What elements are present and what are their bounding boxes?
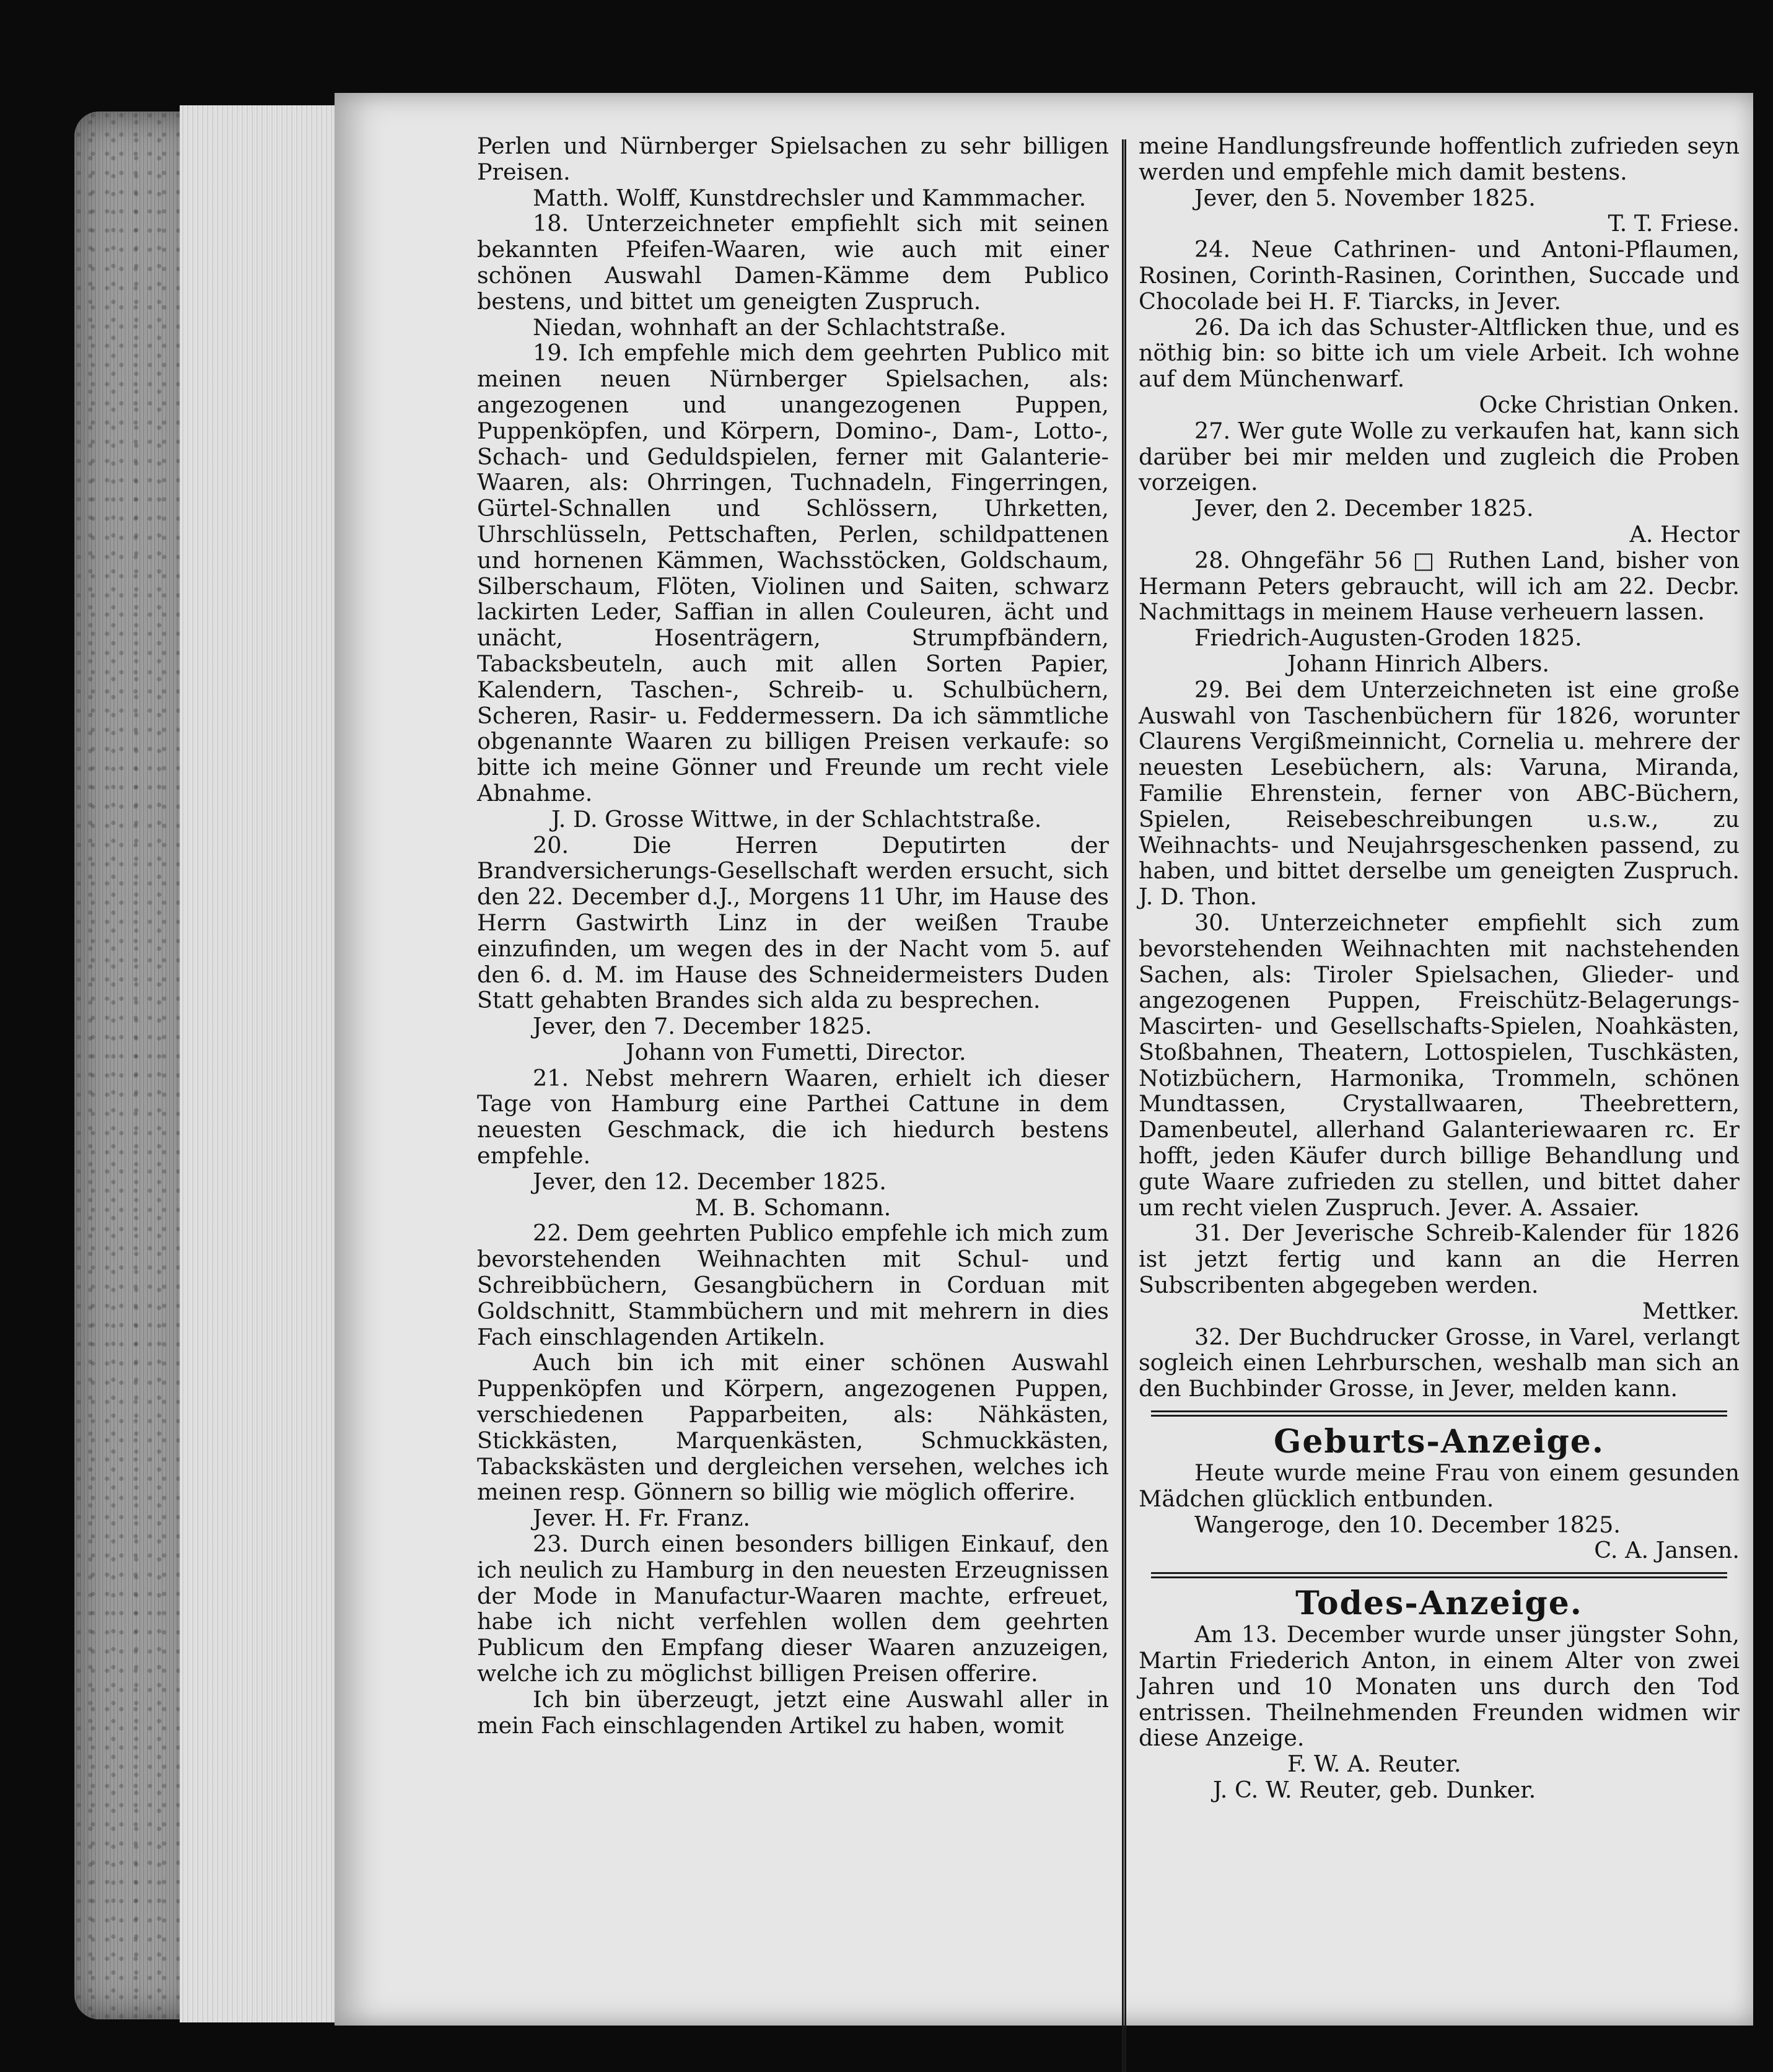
left-para-15: 23. Durch einen besonders billigen Einkauf, den ich neulich zu Hamburg in den neuesten Erzeugnissen der Mode in Manufactur-Waaren machte, erfreuet, habe ich nicht verfehlen wollen dem geehrten Publicum den Empfang dieser Waaren anzuzeigen, welche ich zu möglichst billigen Preisen offerire.	[477, 1531, 1109, 1687]
birth-notice-place-date: Wangeroge, den 10. December 1825.	[1194, 1511, 1621, 1538]
right-para-11: Johann Hinrich Albers.	[1287, 650, 1549, 677]
left-para-13: Auch bin ich mit einer schönen Auswahl Puppenköpfen und Körpern, angezogenen Puppen, verschiedenen Papparbeiten, als: Nähkästen, Stickkästen, Marquenkästen, Schmuckkästen, Tabackskästen und dergleichen versehen, welches ich meinen resp. Gönnern so billig wie möglich offerire.	[477, 1349, 1109, 1506]
left-para-12: 22. Dem geehrten Publico empfehle ich mich zum bevorstehenden Weihnachten mit Schul- und Schreibbüchern, Gesangbüchern in Corduan mit Goldschnitt, Stammbüchern und mit mehrern in dies Fach einschlagenden Artikeln.	[477, 1220, 1109, 1350]
left-para-14: Jever. H. Fr. Franz.	[533, 1505, 750, 1532]
left-para-5: J. D. Grosse Wittwe, in der Schlachtstraße.	[551, 805, 1042, 833]
left-para-10: Jever, den 12. December 1825.	[533, 1168, 886, 1195]
left-para-2: 18. Unterzeichneter empfiehlt sich mit seinen bekannten Pfeifen-Waaren, wie auch mit einer schönen Auswahl Damen-Kämme dem Publico bestens, und bittet um geneigten Zuspruch.	[477, 210, 1109, 315]
right-para-12: 29. Bei dem Unterzeichneten ist eine große Auswahl von Taschenbüchern für 1826, worunter Claurens Vergißmeinnicht, Cornelia u. mehrere der neuesten Lesebüchern, als: Varuna, Miranda, Familie Ehrenstein, ferner von ABC-Büchern, Spielen, Reisebeschreibungen u.s.w., zu Weihnachts- und Neujahrsgeschenken passend, zu haben, und bittet derselbe um geneigten Zuspruch. J. D. Thon.	[1139, 676, 1740, 911]
right-column	[1139, 133, 1740, 1803]
right-para-2: T. T. Friese.	[1608, 210, 1740, 237]
death-notice-signature-1: F. W. A. Reuter.	[1287, 1751, 1461, 1778]
birth-notice-heading: Geburts-Anzeige.	[1274, 1423, 1604, 1461]
right-para-6: 27. Wer gute Wolle zu verkaufen hat, kann sich darüber bei mir melden und zugleich die Proben vorzeigen.	[1139, 417, 1740, 496]
column-divider	[1122, 139, 1126, 2072]
left-para-9: 21. Nebst mehrern Waaren, erhielt ich dieser Tage von Hamburg eine Parthei Cattune in dem neuesten Geschmack, die ich hiedurch bestens empfehle.	[477, 1064, 1109, 1169]
left-para-7: Jever, den 7. December 1825.	[533, 1013, 872, 1040]
right-para-16: 32. Der Buchdrucker Grosse, in Varel, verlangt sogleich einen Lehrburschen, weshalb man sich an den Buchbinder Grosse, in Jever, melden kann.	[1139, 1323, 1740, 1402]
right-para-13: 30. Unterzeichneter empfiehlt sich zum bevorstehenden Weihnachten mit nachstehenden Sachen, als: Tiroler Spielsachen, Glieder- und angezogenen Puppen, Freischütz-Belagerungs-Mascirten- und Gesellschafts-Spielen, Noahkästen, Stoßbahnen, Theatern, Lottospielen, Tuschkästen, Notizbüchern, Harmonika, Trommeln, schönen Mundtassen, Crystallwaaren, Theebrettern, Damenbeutel, allerhand Galanteriewaaren rc. Er hofft, jeden Käufer durch billige Behandlung und gute Waare zufrieden zu stellen, und bittet daher um recht vielen Zuspruch. Jever. A. Assaier.	[1139, 909, 1740, 1221]
right-para-9: 28. Ohngefähr 56 □ Ruthen Land, bisher von Hermann Peters gebraucht, will ich am 22. Decbr. Nachmittags in meinem Hause verheuern lassen.	[1139, 546, 1740, 626]
left-para-16: Ich bin überzeugt, jetzt eine Auswahl aller in mein Fach einschlagenden Artikel zu haben, womit	[477, 1685, 1109, 1739]
left-para-0: Perlen und Nürnberger Spielsachen zu sehr billigen Preisen.	[477, 133, 1109, 185]
left-para-1: Matth. Wolff, Kunstdrechsler und Kammmacher.	[533, 184, 1087, 211]
death-notice-heading: Todes-Anzeige.	[1295, 1585, 1583, 1623]
right-para-15: Mettker.	[1642, 1297, 1740, 1324]
right-para-10: Friedrich-Augusten-Groden 1825.	[1194, 624, 1582, 652]
section-rule	[1151, 1410, 1727, 1417]
left-para-11: M. B. Schomann.	[694, 1194, 891, 1221]
left-para-4: 19. Ich empfehle mich dem geehrten Publico mit meinen neuen Nürnberger Spielsachen, als: angezogenen und unangezogenen Puppen, Puppenköpfen, und Körpern, Domino-, Dam-, Lotto-, Schach- und Geduldspielen, ferner mit Galanterie-Waaren, als: Ohrringen, Tuchnadeln, Fingerringen, Gürtel-Schnallen und Schlössern, Uhrketten, Uhrschlüsseln, Pettschaften, Perlen, schildpattenen und hornenen Kämmen, Wachsstöcken, Goldschaum, Silberschaum, Flöten, Violinen und Saiten, schwarz lackirten Leder, Saffian in allen Couleuren, ächt und unächt, Hosenträgern, Strumpfbändern, Tabacksbeuteln, auch mit allen Sorten Papier, Kalendern, Taschen-, Schreib- u. Schulbüchern, Scheren, Rasir- u. Feddermessern. Da ich sämmtliche obgenannte Waaren zu billigen Preisen verkaufe: so bitte ich meine Gönner und Freunde um recht viele Abnahme.	[477, 339, 1109, 807]
left-para-6: 20. Die Herren Deputirten der Brandversicherungs-Gesellschaft werden ersucht, sich den 22. December d.J., Morgens 11 Uhr, im Hause des Herrn Gastwirth Linz in der weißen Traube einzufinden, um wegen des in der Nacht vom 5. auf den 6. d. M. im Hause des Schneidermeisters Duden Statt gehabten Brandes sich alda zu besprechen.	[477, 831, 1109, 1014]
left-para-3: Niedan, wohnhaft an der Schlachtstraße.	[533, 313, 1007, 341]
right-para-7: Jever, den 2. December 1825.	[1194, 495, 1534, 522]
left-column	[477, 133, 1109, 1738]
death-notice-signature-2: J. C. W. Reuter, geb. Dunker.	[1213, 1777, 1536, 1804]
right-para-3: 24. Neue Cathrinen- und Antoni-Pflaumen, Rosinen, Corinth-Rasinen, Corinthen, Succade und Chocolade bei H. F. Tiarcks, in Jever.	[1139, 236, 1740, 315]
section-rule	[1151, 1572, 1727, 1578]
right-para-1: Jever, den 5. November 1825.	[1194, 184, 1536, 211]
right-para-5: Ocke Christian Onken.	[1479, 391, 1740, 418]
right-para-8: A. Hector	[1629, 520, 1740, 548]
birth-notice-body: Heute wurde meine Frau von einem gesunden Mädchen glücklich entbunden.	[1139, 1459, 1740, 1512]
left-para-8: Johann von Fumetti, Director.	[626, 1038, 966, 1065]
birth-notice-signature: C. A. Jansen.	[1594, 1537, 1740, 1564]
right-para-0: meine Handlungsfreunde hoffentlich zufrieden seyn werden und empfehle mich damit bestens.	[1139, 133, 1740, 185]
book-page-stack	[180, 105, 341, 2022]
right-para-14: 31. Der Jeverische Schreib-Kalender für 1826 ist jetzt fertig und kann an die Herren Subscribenten abgegeben werden.	[1139, 1220, 1740, 1299]
death-notice-body: Am 13. December wurde unser jüngster Sohn, Martin Friederich Anton, in einem Alter von zwei Jahren und 10 Monaten uns durch den Tod entrissen. Theilnehmenden Freunden widmen wir diese Anzeige.	[1139, 1621, 1740, 1752]
right-para-4: 26. Da ich das Schuster-Altflicken thue, und es nöthig bin: so bitte ich um viele Arbeit. Ich wohne auf dem Münchenwarf.	[1139, 313, 1740, 393]
